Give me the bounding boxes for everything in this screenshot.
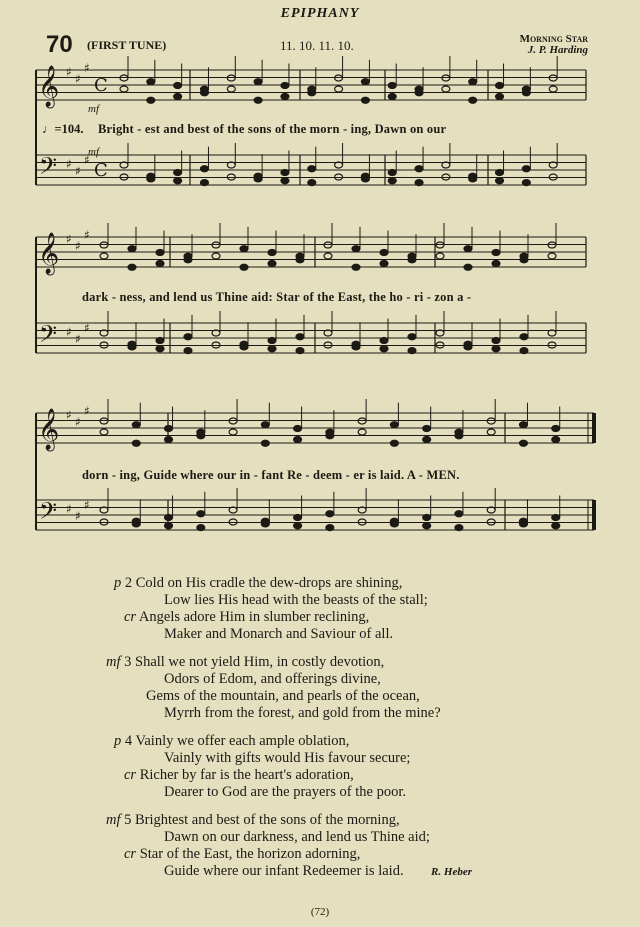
verse-line: Low lies His head with the beasts of the stall; (164, 592, 428, 608)
sharp-icon: ♯ (84, 498, 90, 512)
note-head (294, 437, 302, 443)
treble-clef-icon: 𝄞 (38, 233, 60, 274)
note-head (100, 253, 108, 259)
note-head (174, 170, 182, 176)
note-head (128, 264, 136, 270)
verse-text: Angels adore Him in slumber reclining, (138, 609, 370, 625)
bass-clef-icon: 𝄢 (39, 320, 58, 353)
note-head (388, 94, 396, 100)
note-head (522, 166, 530, 172)
note-head (254, 97, 262, 103)
verse-line (114, 733, 349, 750)
note-head (197, 525, 205, 531)
sharp-icon: ♯ (66, 232, 72, 246)
hymn-number: 70 (46, 31, 73, 58)
note-head (326, 433, 334, 439)
verse-line: Guide where our infant Redeemer is laid. (164, 863, 404, 879)
note-head (415, 90, 423, 96)
note-head (548, 253, 556, 259)
note-head (281, 94, 289, 100)
note-head (358, 429, 366, 435)
note-head (147, 79, 155, 85)
verse-text: Star of the East, the horizon adorning, (139, 846, 361, 862)
note-head (496, 178, 504, 184)
note-head (296, 257, 304, 263)
note-head (415, 166, 423, 172)
verse-line (106, 654, 384, 671)
note-head (361, 176, 369, 182)
note-head (254, 79, 262, 85)
note-head (128, 344, 136, 350)
note-head (156, 261, 164, 267)
note-head (212, 253, 220, 259)
verse-text: Cold on His cradle the dew-drops are shining, (135, 575, 403, 591)
note-head (268, 338, 276, 344)
note-head (361, 97, 369, 103)
lyrics-line-1: Bright - est and best of the sons of the morn - ing, Dawn on our (98, 122, 447, 136)
note-head (496, 170, 504, 176)
meter: 11. 10. 11. 10. (280, 38, 354, 53)
dynamic-mark: mf (106, 812, 121, 828)
note-head (519, 521, 527, 527)
note-head (464, 344, 472, 350)
verse-text: Shall we not yield Him, in costly devotion, (135, 654, 385, 670)
lyrics-line-3: dorn - ing, Guide where our in - fant Re - deem - er is laid. A - MEN. (82, 468, 460, 482)
note-head (388, 83, 396, 89)
note-head (455, 511, 463, 517)
verse-line (106, 812, 400, 829)
note-head (408, 334, 416, 340)
sharp-icon: ♯ (66, 325, 72, 339)
dynamic-mark: cr (124, 609, 137, 625)
note-head (174, 178, 182, 184)
note-head (469, 176, 477, 182)
verse-line: Vainly with gifts would His favour secure; (164, 750, 411, 766)
note-head (308, 180, 316, 186)
note-head (165, 426, 173, 432)
verse-text: Vainly we offer each ample oblation, (135, 733, 350, 749)
sharp-icon: ♯ (75, 509, 81, 523)
note-head (240, 246, 248, 252)
note-head (132, 521, 140, 527)
verse-number: 5 (124, 812, 132, 828)
note-head (268, 261, 276, 267)
common-time-icon: C (94, 160, 108, 181)
sharp-icon: ♯ (66, 408, 72, 422)
note-head (147, 176, 155, 182)
note-head (436, 253, 444, 259)
note-head (455, 433, 463, 439)
note-head (552, 437, 560, 443)
note-head (492, 346, 500, 352)
note-head (464, 264, 472, 270)
verse-text: Richer by far is the heart's adoration, (139, 767, 354, 783)
note-head (423, 426, 431, 432)
note-head (408, 348, 416, 354)
note-head (380, 250, 388, 256)
note-head (496, 83, 504, 89)
note-head (128, 246, 136, 252)
note-head (492, 250, 500, 256)
note-head (335, 86, 343, 92)
note-head (408, 257, 416, 263)
note-head (308, 90, 316, 96)
verse-text: Brightest and best of the sons of the morning, (135, 812, 400, 828)
treble-clef-icon: 𝄞 (38, 66, 60, 107)
verse-number: 4 (124, 733, 133, 749)
note-head (380, 338, 388, 344)
note-head (229, 429, 237, 435)
verse-number: 2 (124, 575, 133, 591)
verse-line: Dawn on our darkness, and lend us Thine aid; (164, 829, 430, 845)
verse-line (124, 767, 354, 784)
note-head (522, 180, 530, 186)
composer: J. P. Harding (527, 44, 588, 56)
note-head (197, 433, 205, 439)
section-title: EPIPHANY (280, 6, 360, 21)
note-head (200, 90, 208, 96)
note-head (281, 83, 289, 89)
note-head (240, 264, 248, 270)
note-head (156, 250, 164, 256)
note-head (423, 523, 431, 529)
note-head (296, 348, 304, 354)
note-head (519, 440, 527, 446)
note-head (294, 515, 302, 521)
note-head (174, 94, 182, 100)
tempo-marking: ♩=104. (42, 122, 84, 136)
note-head (184, 334, 192, 340)
note-head (492, 261, 500, 267)
note-head (261, 422, 269, 428)
dynamic-mark: cr (124, 846, 137, 862)
note-head (326, 511, 334, 517)
note-head (469, 97, 477, 103)
sharp-icon: ♯ (66, 502, 72, 516)
tune-label: (FIRST TUNE) (87, 38, 167, 52)
note-head (281, 178, 289, 184)
note-head (423, 437, 431, 443)
note-head (184, 257, 192, 263)
note-head (519, 422, 527, 428)
note-head (132, 422, 140, 428)
note-head (423, 515, 431, 521)
note-head (294, 523, 302, 529)
bass-clef-icon: 𝄢 (39, 497, 58, 530)
note-head (552, 515, 560, 521)
sharp-icon: ♯ (75, 239, 81, 253)
note-head (455, 525, 463, 531)
verse-line: Odors of Edom, and offerings divine, (164, 671, 381, 687)
treble-clef-icon: 𝄞 (38, 409, 60, 450)
verse-line (124, 609, 369, 626)
note-head (281, 170, 289, 176)
note-head (380, 346, 388, 352)
verse-line (124, 846, 360, 863)
bass-clef-icon: 𝄢 (39, 152, 58, 185)
note-head (308, 166, 316, 172)
note-head (390, 422, 398, 428)
note-head (197, 511, 205, 517)
note-head (294, 426, 302, 432)
note-head (120, 86, 128, 92)
note-head (552, 523, 560, 529)
note-head (361, 79, 369, 85)
note-head (487, 429, 495, 435)
note-head (522, 90, 530, 96)
note-head (324, 253, 332, 259)
verse-line: Myrrh from the forest, and gold from the mine? (164, 705, 441, 721)
note-head (326, 525, 334, 531)
note-head (200, 180, 208, 186)
note-head (520, 334, 528, 340)
verse-line: Maker and Monarch and Saviour of all. (164, 626, 394, 642)
verse-line (114, 575, 402, 592)
note-head (352, 264, 360, 270)
note-head (549, 86, 557, 92)
note-head (156, 338, 164, 344)
note-head (165, 523, 173, 529)
note-head (520, 257, 528, 263)
sharp-icon: ♯ (75, 415, 81, 429)
verse-line: Dearer to God are the prayers of the poor. (164, 784, 406, 800)
sharp-icon: ♯ (84, 228, 90, 242)
sharp-icon: ♯ (84, 61, 90, 75)
note-head (240, 344, 248, 350)
author-credit: R. Heber (431, 866, 472, 878)
sharp-icon: ♯ (66, 157, 72, 171)
note-head (100, 429, 108, 435)
note-head (469, 79, 477, 85)
sharp-icon: ♯ (84, 321, 90, 335)
note-head (200, 166, 208, 172)
note-head (496, 94, 504, 100)
note-head (261, 521, 269, 527)
note-head (390, 521, 398, 527)
common-time-icon: C (94, 75, 108, 96)
note-head (156, 346, 164, 352)
dynamic-mark: p (114, 733, 122, 749)
note-head (174, 83, 182, 89)
note-head (352, 246, 360, 252)
note-head (552, 426, 560, 432)
sharp-icon: ♯ (75, 332, 81, 346)
note-head (184, 348, 192, 354)
note-head (390, 440, 398, 446)
sharp-icon: ♯ (66, 65, 72, 79)
verse-number: 3 (124, 654, 132, 670)
note-head (464, 246, 472, 252)
sharp-icon: ♯ (84, 153, 90, 167)
note-head (254, 176, 262, 182)
note-head (268, 250, 276, 256)
note-head (296, 334, 304, 340)
note-head (442, 86, 450, 92)
note-head (227, 86, 235, 92)
note-head (492, 338, 500, 344)
note-head (388, 178, 396, 184)
note-head (165, 437, 173, 443)
note-head (520, 348, 528, 354)
note-head (415, 180, 423, 186)
note-head (352, 344, 360, 350)
note-head (268, 346, 276, 352)
note-head (388, 170, 396, 176)
lyrics-line-2: dark - ness, and lend us Thine aid: Star of the East, the ho - ri - zon a - (82, 290, 472, 304)
dynamic-mark: p (114, 575, 122, 591)
note-head (132, 440, 140, 446)
note-head (147, 97, 155, 103)
sharp-icon: ♯ (84, 404, 90, 418)
tune-name: Morning Star (519, 33, 588, 45)
note-head (380, 261, 388, 267)
dynamic-mark: mf (106, 654, 121, 670)
dynamic-treble: mf (88, 103, 99, 115)
note-head (165, 515, 173, 521)
sharp-icon: ♯ (75, 72, 81, 86)
verse-line: Gems of the mountain, and pearls of the ocean, (146, 688, 420, 704)
page-number: (72) (310, 906, 330, 918)
dynamic-mark: cr (124, 767, 137, 783)
sharp-icon: ♯ (75, 164, 81, 178)
dynamic-bass: mf (88, 146, 99, 158)
note-head (261, 440, 269, 446)
